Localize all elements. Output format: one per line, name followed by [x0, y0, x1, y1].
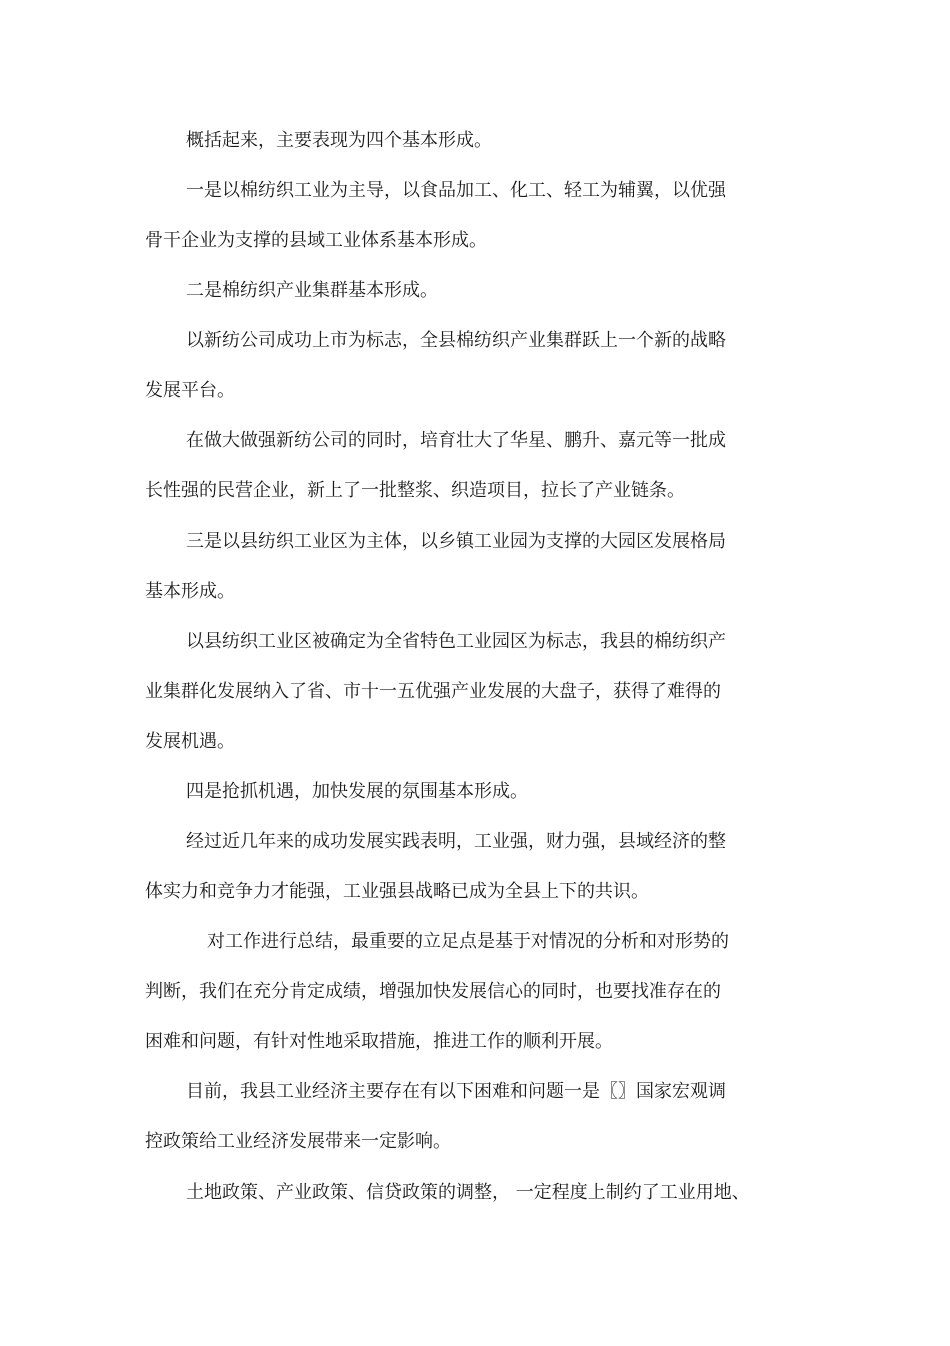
text-line-2: 一是以棉纺织工业为主导，以食品加工、化工、轻工为辅翼，以优强	[186, 180, 726, 201]
text-line-14: 四是抢抓机遇，加快发展的氛围基本形成。	[186, 781, 528, 802]
text-line-3: 骨干企业为支撑的县域工业体系基本形成。	[145, 230, 487, 251]
text-line-11: 以县纺织工业区被确定为全省特色工业园区为标志，我县的棉纺织产	[186, 631, 726, 652]
text-line-9: 三是以县纺织工业区为主体，以乡镇工业园为支撑的大园区发展格局	[186, 531, 726, 552]
text-line-12: 业集群化发展纳入了省、市十一五优强产业发展的大盘子，获得了难得的	[145, 681, 721, 702]
text-line-15: 经过近几年来的成功发展实践表明，工业强，财力强，县域经济的整	[186, 831, 726, 852]
text-line-20: 目前，我县工业经济主要存在有以下困难和问题一是〖〗国家宏观调	[186, 1081, 726, 1102]
text-line-10: 基本形成。	[145, 581, 235, 602]
text-line-16: 体实力和竞争力才能强，工业强县战略已成为全县上下的共识。	[145, 881, 649, 902]
text-line-22: 土地政策、产业政策、信贷政策的调整， 一定程度上制约了工业用地、	[186, 1182, 750, 1203]
text-line-18: 判断，我们在充分肯定成绩，增强加快发展信心的同时，也要找准存在的	[145, 981, 721, 1002]
text-line-13: 发展机遇。	[145, 731, 235, 752]
text-line-21: 控政策给工业经济发展带来一定影响。	[145, 1131, 451, 1152]
text-line-19: 困难和问题，有针对性地采取措施，推进工作的顺利开展。	[145, 1031, 613, 1052]
text-line-7: 在做大做强新纺公司的同时，培育壮大了华星、鹏升、嘉元等一批成	[186, 430, 726, 451]
text-line-6: 发展平台。	[145, 380, 235, 401]
text-line-8: 长性强的民营企业，新上了一批整浆、织造项目，拉长了产业链条。	[145, 480, 685, 501]
text-line-17: 对工作进行总结，最重要的立足点是基于对情况的分析和对形势的	[207, 931, 729, 952]
text-line-5: 以新纺公司成功上市为标志，全县棉纺织产业集群跃上一个新的战略	[186, 330, 726, 351]
text-line-1: 概括起来，主要表现为四个基本形成。	[186, 130, 492, 151]
text-line-4: 二是棉纺织产业集群基本形成。	[186, 280, 438, 301]
